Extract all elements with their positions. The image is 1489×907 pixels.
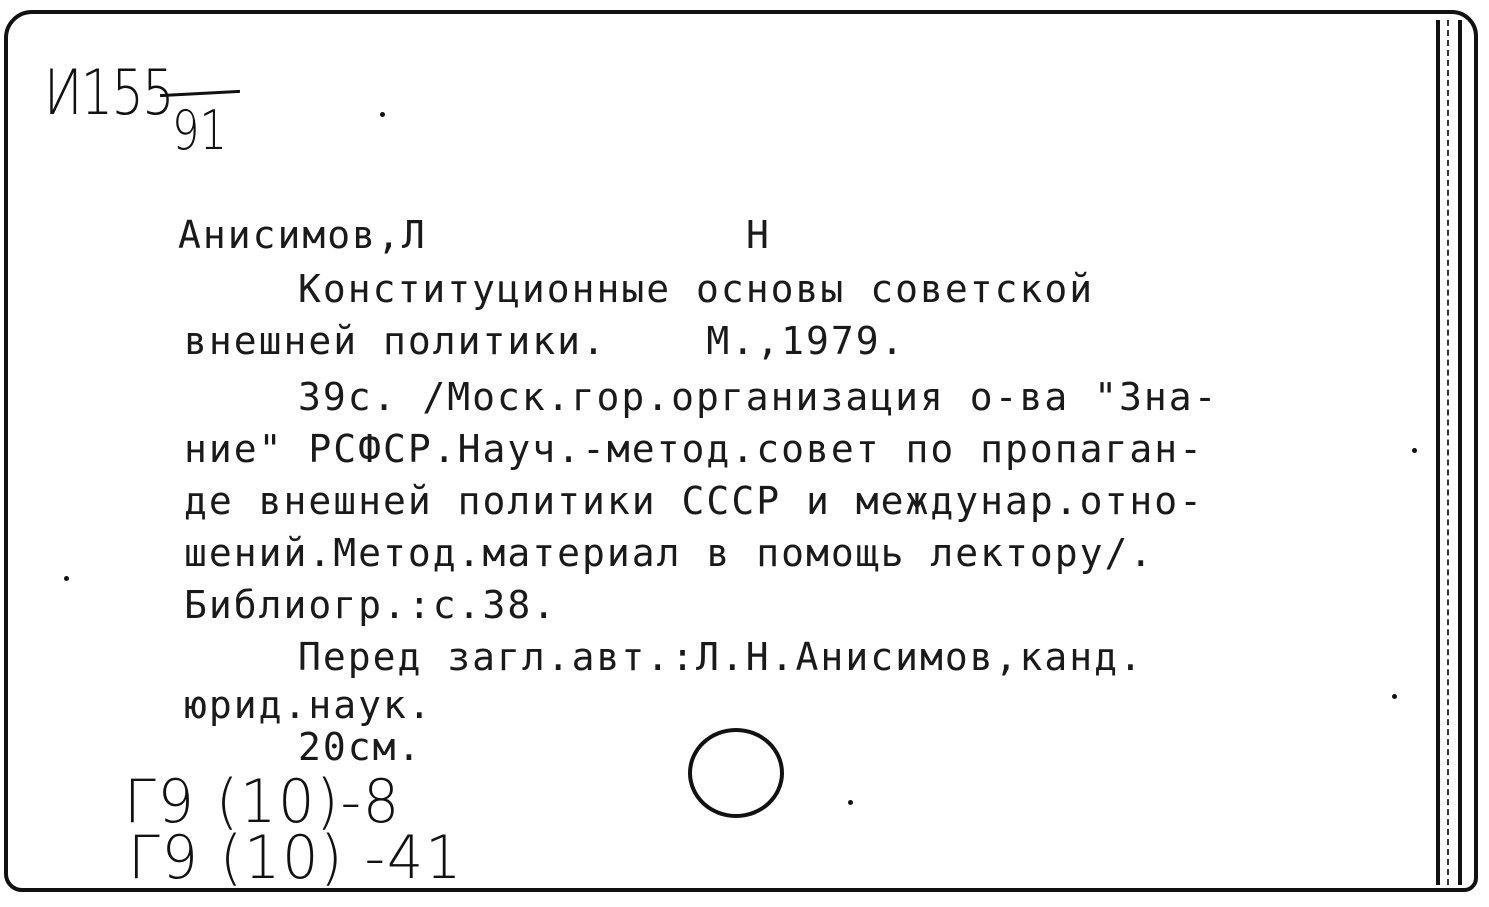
speck: [1392, 694, 1397, 699]
description-line: де внешней политики СССР и междунар.отно-: [184, 479, 1204, 523]
card-edge-line: [1447, 20, 1449, 885]
description-line: Перед загл.авт.:Л.Н.Анисимов,канд.: [298, 635, 1144, 679]
shelfmark-sub: 91: [172, 99, 227, 162]
speck: [1412, 448, 1417, 453]
title-line: Конституционные основы советской: [298, 267, 1095, 311]
card-edge-line: [1458, 20, 1462, 885]
description-line: шений.Метод.материал в помощь лектору/.: [184, 531, 1155, 575]
author-name: Анисимов,Л: [178, 213, 427, 257]
speck: [848, 800, 853, 805]
classification-code: Г9 (10) -41: [128, 823, 464, 893]
title-line: внешней политики. М.,1979.: [184, 319, 906, 363]
description-line: ние" РСФСР.Науч.-метод.совет по пропаган-: [184, 427, 1204, 471]
description-line: юрид.наук.: [184, 683, 433, 727]
shelfmark: И155: [44, 56, 173, 129]
speck: [64, 576, 69, 581]
author-initial: Н: [746, 213, 771, 257]
stamp-circle: [688, 728, 784, 818]
description-line: Библиогр.:с.38.: [184, 583, 558, 627]
speck: [380, 112, 385, 117]
classification-code: Г9 (10)-8: [124, 767, 402, 837]
description-line: 39с. /Моск.гор.организация о-ва "Зна-: [298, 375, 1219, 419]
description-line: 20см.: [298, 725, 423, 769]
card-edge-line: [1436, 20, 1440, 885]
